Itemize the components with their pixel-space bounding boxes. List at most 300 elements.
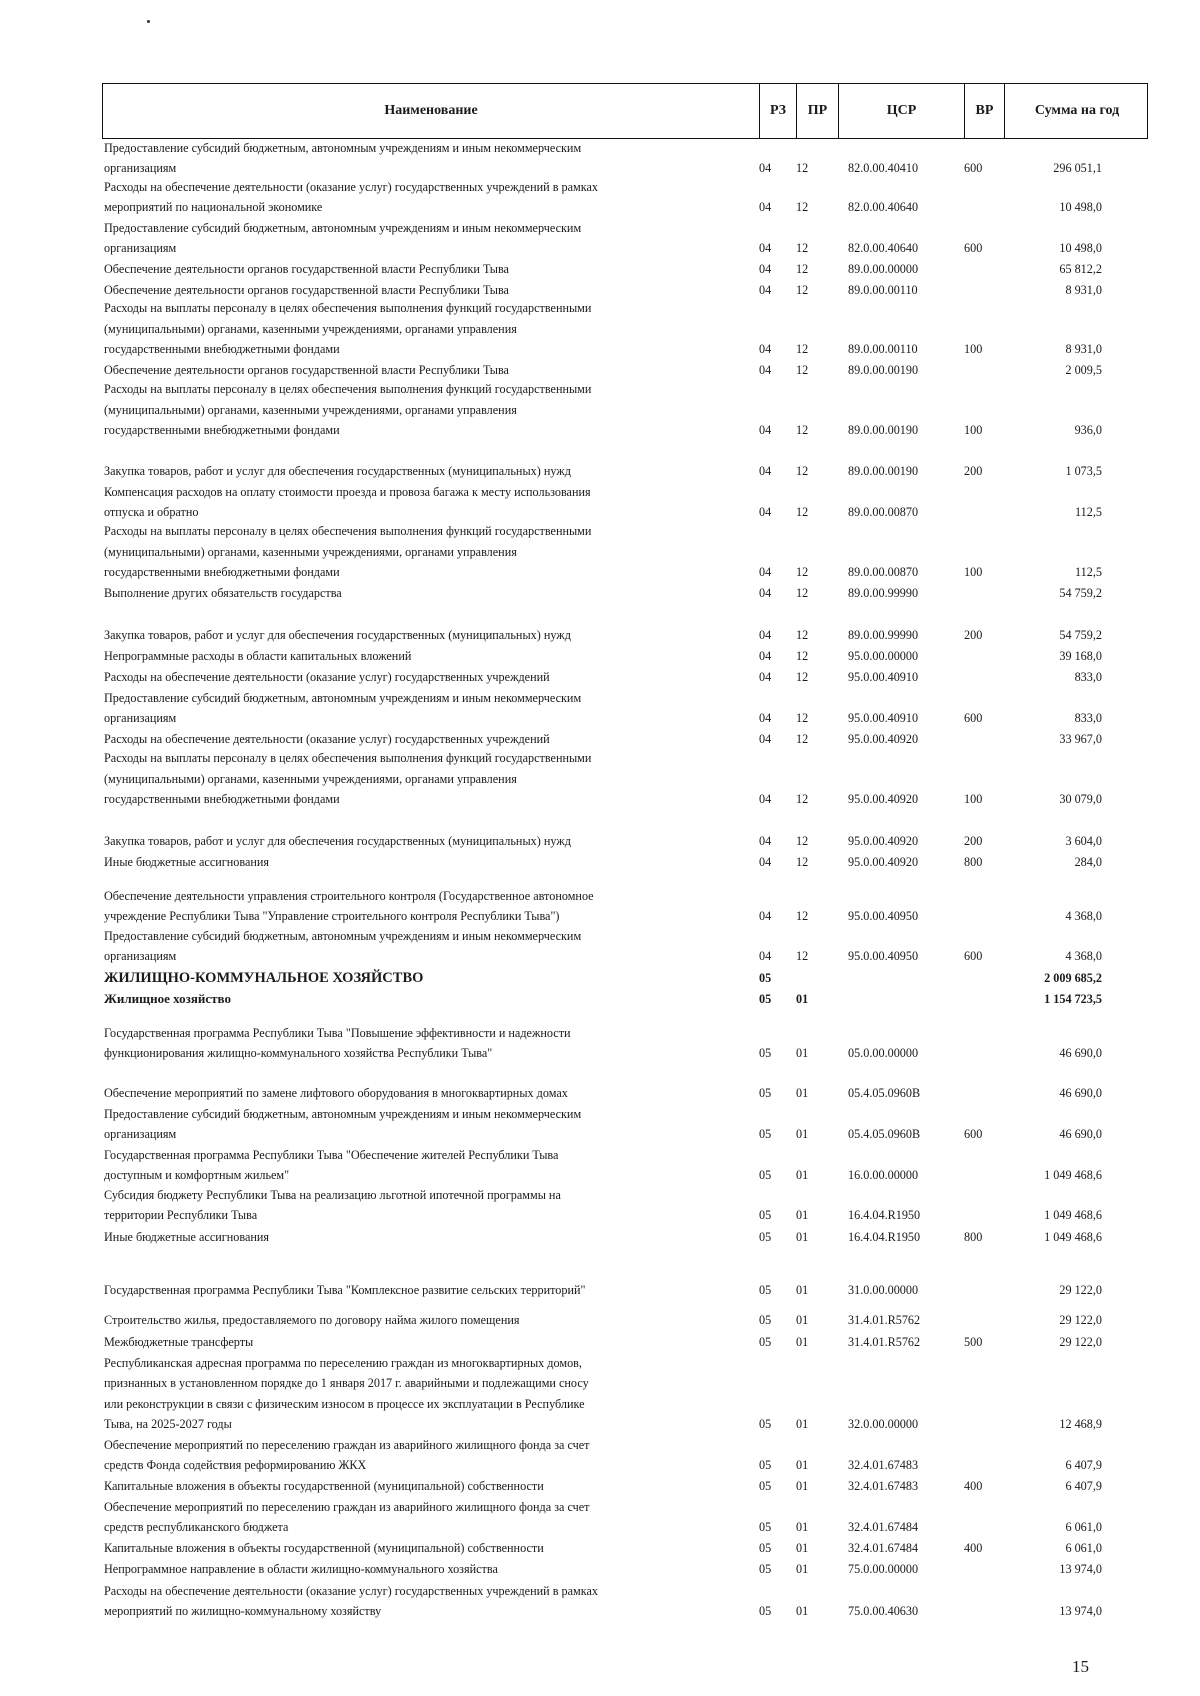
row-name <box>104 729 754 749</box>
row-rz: 04 <box>759 669 772 684</box>
row-name-line: мероприятий по жилищно-коммунальному хозяйству <box>104 1603 382 1618</box>
row-sum: 33 967,0 <box>1059 731 1102 746</box>
row-sum: 54 759,2 <box>1059 627 1102 642</box>
row-csr: 82.0.00.40640 <box>848 240 919 255</box>
row-csr: 05.0.00.00000 <box>848 1045 919 1060</box>
row-csr: 95.0.00.40920 <box>848 791 919 806</box>
row-name <box>104 989 754 1009</box>
row-rz: 04 <box>759 564 772 579</box>
table-row <box>0 360 1200 380</box>
row-rz: 04 <box>759 362 772 377</box>
row-sum: 46 690,0 <box>1059 1085 1102 1100</box>
row-pr: 01 <box>796 1540 809 1555</box>
row-sum: 1 049 468,6 <box>1044 1229 1102 1244</box>
row-sum: 12 468,9 <box>1059 1416 1102 1431</box>
row-rz: 04 <box>759 833 772 848</box>
row-rz: 05 <box>759 970 772 985</box>
row-sum: 54 759,2 <box>1059 585 1102 600</box>
row-name-line: Капитальные вложения в объекты государственной (муниципальной) собственности <box>104 1540 544 1555</box>
row-sum: 10 498,0 <box>1059 240 1102 255</box>
row-name-line: государственными внебюджетными фондами <box>104 341 340 356</box>
row-sum: 29 122,0 <box>1059 1334 1102 1349</box>
row-name-line: организациям <box>104 240 177 255</box>
row-rz: 05 <box>759 1229 772 1244</box>
row-name-line: Предоставление субсидий бюджетным, автономным учреждениям и иным некоммерческим <box>104 928 582 943</box>
row-vr: 600 <box>964 1126 983 1141</box>
table-row <box>0 646 1200 666</box>
row-rz: 04 <box>759 585 772 600</box>
row-csr: 95.0.00.40920 <box>848 854 919 869</box>
row-sum: 936,0 <box>1074 422 1102 437</box>
table-row <box>0 1083 1200 1103</box>
row-csr: 95.0.00.40920 <box>848 731 919 746</box>
row-rz: 04 <box>759 710 772 725</box>
row-name <box>104 138 754 178</box>
table-row <box>0 1145 1200 1185</box>
row-rz: 04 <box>759 261 772 276</box>
row-vr: 100 <box>964 341 983 356</box>
row-pr: 12 <box>796 948 809 963</box>
table-row <box>0 1559 1200 1579</box>
row-name-line: или реконструкции в связи с физическим износом в процессе их эксплуатации в Республике <box>104 1396 585 1411</box>
row-name-line: Межбюджетные трансферты <box>104 1334 254 1349</box>
row-pr: 12 <box>796 261 809 276</box>
row-sum: 3 604,0 <box>1065 833 1102 848</box>
row-name <box>104 583 754 603</box>
row-name-line: государственными внебюджетными фондами <box>104 791 340 806</box>
row-name-line: Расходы на обеспечение деятельности (оказание услуг) государственных учреждений <box>104 669 550 684</box>
table-row <box>0 749 1200 809</box>
row-rz: 04 <box>759 199 772 214</box>
row-pr: 12 <box>796 341 809 356</box>
row-pr: 01 <box>796 1561 809 1576</box>
row-csr: 32.4.01.67483 <box>848 1457 919 1472</box>
table-row <box>0 461 1200 481</box>
row-csr: 05.4.05.0960В <box>848 1126 921 1141</box>
row-name-line: отпуска и обратно <box>104 504 199 519</box>
row-rz: 05 <box>759 1282 772 1297</box>
row-name-line: Обеспечение деятельности органов государственной власти Республики Тыва <box>104 362 509 377</box>
row-name-line: доступным и комфортным жильем" <box>104 1167 290 1182</box>
row-name-line: Государственная программа Республики Тыва "Обеспечение жителей Республики Тыва <box>104 1147 559 1162</box>
table-row <box>0 968 1200 988</box>
row-name-line: Иные бюджетные ассигнования <box>104 854 270 869</box>
row-pr: 12 <box>796 504 809 519</box>
table-row <box>0 1104 1200 1144</box>
row-csr: 16.4.04.R1950 <box>848 1229 921 1244</box>
row-pr: 12 <box>796 648 809 663</box>
table-row <box>0 380 1200 440</box>
row-name-line: Расходы на выплаты персоналу в целях обеспечения выполнения функций государственными <box>104 751 592 766</box>
row-name-line: Иные бюджетные ассигнования <box>104 1229 270 1244</box>
table-row <box>0 177 1200 217</box>
row-name-line: Предоставление субсидий бюджетным, автономным учреждениям и иным некоммерческим <box>104 140 582 155</box>
row-csr: 32.4.01.67484 <box>848 1519 919 1534</box>
row-name <box>104 748 754 809</box>
row-csr: 32.4.01.67484 <box>848 1540 919 1555</box>
row-name-line: ЖИЛИЩНО-КОММУНАЛЬНОЕ ХОЗЯЙСТВО <box>104 969 424 986</box>
table-header <box>102 83 1148 139</box>
row-name-line: мероприятий по национальной экономике <box>104 199 323 214</box>
row-name-line: Закупка товаров, работ и услуг для обеспечения государственных (муниципальных) нужд <box>104 833 571 848</box>
scan-speck <box>147 20 150 23</box>
row-rz: 05 <box>759 1045 772 1060</box>
header-csr: ЦСР <box>838 84 964 138</box>
row-pr: 12 <box>796 833 809 848</box>
row-rz: 05 <box>759 1207 772 1222</box>
row-csr: 89.0.00.00190 <box>848 362 919 377</box>
row-name <box>104 280 754 300</box>
table-row <box>0 1310 1200 1330</box>
row-pr: 12 <box>796 362 809 377</box>
row-name <box>104 482 754 522</box>
row-name-line: организациям <box>104 1126 177 1141</box>
row-sum: 296 051,1 <box>1053 160 1102 175</box>
row-csr: 95.0.00.40920 <box>848 833 919 848</box>
row-pr: 01 <box>796 1045 809 1060</box>
row-rz: 04 <box>759 282 772 297</box>
row-name-line: Расходы на выплаты персоналу в целях обеспечения выполнения функций государственными <box>104 524 592 539</box>
row-name <box>104 1310 754 1330</box>
header-vr: ВР <box>964 84 1004 138</box>
table-row <box>0 1023 1200 1063</box>
row-rz: 05 <box>759 1540 772 1555</box>
row-pr: 12 <box>796 669 809 684</box>
row-pr: 01 <box>796 1478 809 1493</box>
row-name-line: Расходы на обеспечение деятельности (оказание услуг) государственных учреждений <box>104 731 550 746</box>
row-pr: 12 <box>796 564 809 579</box>
row-rz: 05 <box>759 1416 772 1431</box>
row-vr: 400 <box>964 1478 983 1493</box>
row-name <box>104 646 754 666</box>
row-vr: 100 <box>964 564 983 579</box>
row-csr: 31.4.01.R5762 <box>848 1312 921 1327</box>
row-vr: 800 <box>964 854 983 869</box>
row-name-line: средств Фонда содействия реформированию ЖКХ <box>104 1457 367 1472</box>
table-row <box>0 989 1200 1009</box>
row-name <box>104 968 754 988</box>
row-pr: 12 <box>796 731 809 746</box>
row-pr: 12 <box>796 282 809 297</box>
row-name <box>104 379 754 440</box>
row-name <box>104 1104 754 1144</box>
row-sum: 833,0 <box>1074 710 1102 725</box>
table-row <box>0 1497 1200 1537</box>
table-row <box>0 1185 1200 1225</box>
row-sum: 65 812,2 <box>1059 261 1102 276</box>
row-vr: 100 <box>964 422 983 437</box>
row-pr: 12 <box>796 422 809 437</box>
table-row <box>0 259 1200 279</box>
row-rz: 05 <box>759 1457 772 1472</box>
row-rz: 05 <box>759 1126 772 1141</box>
row-name <box>104 298 754 359</box>
row-csr: 89.0.00.00190 <box>848 422 919 437</box>
row-csr: 95.0.00.40910 <box>848 669 919 684</box>
row-pr: 01 <box>796 991 809 1006</box>
row-name-line: Республиканская адресная программа по переселению граждан из многоквартирных домов, <box>104 1356 582 1371</box>
row-csr: 95.0.00.40910 <box>848 710 919 725</box>
row-name-line: (муниципальными) органами, казенными учреждениями, органами управления <box>104 402 517 417</box>
row-vr: 600 <box>964 710 983 725</box>
row-name-line: организациям <box>104 948 177 963</box>
row-csr: 75.0.00.40630 <box>848 1603 919 1618</box>
row-name <box>104 625 754 645</box>
row-pr: 01 <box>796 1282 809 1297</box>
row-sum: 13 974,0 <box>1059 1603 1102 1618</box>
row-sum: 112,5 <box>1075 504 1102 519</box>
row-csr: 89.0.00.00110 <box>848 341 918 356</box>
row-pr: 12 <box>796 791 809 806</box>
row-name <box>104 1559 754 1579</box>
table-row <box>0 1227 1200 1247</box>
row-name-line: Непрограммные расходы в области капитальных вложений <box>104 648 412 663</box>
table-row <box>0 218 1200 258</box>
row-name-line: Обеспечение мероприятий по переселению граждан из аварийного жилищного фонда за счет <box>104 1499 590 1514</box>
row-sum: 46 690,0 <box>1059 1126 1102 1141</box>
row-name-line: Обеспечение деятельности управления строительного контроля (Государственное автономное <box>104 888 594 903</box>
row-sum: 1 073,5 <box>1065 463 1102 478</box>
row-vr: 600 <box>964 948 983 963</box>
row-name <box>104 1353 754 1434</box>
row-rz: 05 <box>759 1519 772 1534</box>
row-name-line: учреждение Республики Тыва "Управление строительного контроля Республики Тыва") <box>104 908 560 923</box>
row-sum: 8 931,0 <box>1065 341 1102 356</box>
row-name-line: Обеспечение мероприятий по переселению граждан из аварийного жилищного фонда за счет <box>104 1437 590 1452</box>
row-name-line: (муниципальными) органами, казенными учреждениями, органами управления <box>104 321 517 336</box>
row-csr: 75.0.00.00000 <box>848 1561 919 1576</box>
row-name-line: признанных в установленном порядке до 1 января 2017 г. аварийными и подлежащими сносу <box>104 1376 589 1391</box>
row-pr: 01 <box>796 1167 809 1182</box>
row-rz: 05 <box>759 1478 772 1493</box>
row-csr: 89.0.00.00190 <box>848 463 919 478</box>
row-rz: 05 <box>759 991 772 1006</box>
row-csr: 89.0.00.00000 <box>848 261 919 276</box>
row-rz: 04 <box>759 240 772 255</box>
row-sum: 39 168,0 <box>1059 648 1102 663</box>
row-rz: 05 <box>759 1561 772 1576</box>
row-name <box>104 926 754 966</box>
row-sum: 1 154 723,5 <box>1044 991 1102 1006</box>
row-rz: 04 <box>759 948 772 963</box>
row-name-line: Государственная программа Республики Тыва "Комплексное развитие сельских территорий" <box>104 1282 586 1297</box>
row-pr: 12 <box>796 199 809 214</box>
row-vr: 600 <box>964 240 983 255</box>
header-rz: РЗ <box>759 84 796 138</box>
row-name-line: Непрограммное направление в области жилищно-коммунального хозяйства <box>104 1561 498 1576</box>
row-name-line: средств республиканского бюджета <box>104 1519 289 1534</box>
row-name <box>104 1083 754 1103</box>
row-rz: 04 <box>759 463 772 478</box>
table-row <box>0 583 1200 603</box>
table-row <box>0 926 1200 966</box>
row-csr: 89.0.00.99990 <box>848 627 919 642</box>
table-row <box>0 482 1200 522</box>
row-sum: 4 368,0 <box>1065 948 1102 963</box>
row-sum: 29 122,0 <box>1059 1312 1102 1327</box>
row-rz: 04 <box>759 422 772 437</box>
row-rz: 05 <box>759 1085 772 1100</box>
row-sum: 1 049 468,6 <box>1044 1207 1102 1222</box>
row-pr: 12 <box>796 160 809 175</box>
table-row <box>0 831 1200 851</box>
table-row <box>0 729 1200 749</box>
row-name-line: Обеспечение деятельности органов государственной власти Республики Тыва <box>104 282 509 297</box>
row-pr: 01 <box>796 1519 809 1534</box>
row-rz: 04 <box>759 791 772 806</box>
row-rz: 05 <box>759 1167 772 1182</box>
row-name-line: организациям <box>104 710 177 725</box>
row-rz: 04 <box>759 854 772 869</box>
row-csr: 32.0.00.00000 <box>848 1416 919 1431</box>
table-row <box>0 522 1200 582</box>
row-vr: 400 <box>964 1540 983 1555</box>
row-sum: 8 931,0 <box>1065 282 1102 297</box>
row-csr: 89.0.00.00870 <box>848 564 919 579</box>
row-name <box>104 1023 754 1063</box>
table-row <box>0 667 1200 687</box>
row-name <box>104 1538 754 1558</box>
row-name-line: функционирования жилищно-коммунального хозяйства Республики Тыва" <box>104 1045 493 1060</box>
row-name <box>104 1435 754 1475</box>
page-number: 15 <box>1072 1657 1089 1676</box>
row-name-line: государственными внебюджетными фондами <box>104 564 340 579</box>
row-name <box>104 852 754 872</box>
row-name-line: Строительство жилья, предоставляемого по договору найма жилого помещения <box>104 1312 520 1327</box>
row-pr: 01 <box>796 1603 809 1618</box>
row-name <box>104 360 754 380</box>
row-name-line: Государственная программа Республики Тыва "Повышение эффективности и надежности <box>104 1025 571 1040</box>
table-row <box>0 688 1200 728</box>
table-row <box>0 280 1200 300</box>
row-csr: 32.4.01.67483 <box>848 1478 919 1493</box>
row-pr: 12 <box>796 585 809 600</box>
row-name-line: Выполнение других обязательств государства <box>104 585 342 600</box>
row-name <box>104 218 754 258</box>
row-name-line: Расходы на обеспечение деятельности (оказание услуг) государственных учреждений в рамках <box>104 1583 598 1598</box>
table-row <box>0 1435 1200 1475</box>
row-name <box>104 1227 754 1247</box>
row-sum: 4 368,0 <box>1065 908 1102 923</box>
row-name-line: организациям <box>104 160 177 175</box>
row-sum: 29 122,0 <box>1059 1282 1102 1297</box>
row-name-line: государственными внебюджетными фондами <box>104 422 340 437</box>
row-name <box>104 177 754 217</box>
row-name <box>104 1581 754 1621</box>
row-name <box>104 688 754 728</box>
table-row <box>0 886 1200 926</box>
row-rz: 04 <box>759 160 772 175</box>
row-rz: 05 <box>759 1312 772 1327</box>
row-csr: 05.4.05.0960В <box>848 1085 921 1100</box>
row-rz: 04 <box>759 341 772 356</box>
table-row <box>0 1280 1200 1300</box>
row-vr: 500 <box>964 1334 983 1349</box>
row-sum: 284,0 <box>1074 854 1102 869</box>
row-sum: 6 061,0 <box>1065 1519 1102 1534</box>
row-name-line: Предоставление субсидий бюджетным, автономным учреждениям и иным некоммерческим <box>104 690 582 705</box>
row-csr: 89.0.00.99990 <box>848 585 919 600</box>
table-row <box>0 138 1200 178</box>
row-name-line: Предоставление субсидий бюджетным, автономным учреждениям и иным некоммерческим <box>104 1106 582 1121</box>
row-csr: 31.4.01.R5762 <box>848 1334 921 1349</box>
row-name <box>104 259 754 279</box>
row-csr: 82.0.00.40410 <box>848 160 919 175</box>
row-name-line: (муниципальными) органами, казенными учреждениями, органами управления <box>104 771 517 786</box>
row-name-line: Капитальные вложения в объекты государственной (муниципальной) собственности <box>104 1478 544 1493</box>
table-row <box>0 1581 1200 1621</box>
row-sum: 30 079,0 <box>1059 791 1102 806</box>
row-sum: 10 498,0 <box>1059 199 1102 214</box>
row-csr: 95.0.00.00000 <box>848 648 919 663</box>
table-row <box>0 1332 1200 1352</box>
row-name <box>104 1332 754 1352</box>
row-vr: 200 <box>964 463 983 478</box>
row-csr: 82.0.00.40640 <box>848 199 919 214</box>
row-pr: 12 <box>796 710 809 725</box>
row-csr: 89.0.00.00870 <box>848 504 919 519</box>
row-sum: 13 974,0 <box>1059 1561 1102 1576</box>
row-pr: 01 <box>796 1312 809 1327</box>
row-vr: 600 <box>964 160 983 175</box>
row-csr: 31.0.00.00000 <box>848 1282 919 1297</box>
row-sum: 6 407,9 <box>1065 1478 1102 1493</box>
row-vr: 800 <box>964 1229 983 1244</box>
row-name-line: Компенсация расходов на оплату стоимости проезда и провоза багажа к месту использования <box>104 484 591 499</box>
row-pr: 01 <box>796 1334 809 1349</box>
row-name <box>104 1497 754 1537</box>
row-name-line: Обеспечение деятельности органов государственной власти Республики Тыва <box>104 261 509 276</box>
row-name-line: Субсидия бюджету Республики Тыва на реализацию льготной ипотечной программы на <box>104 1187 561 1202</box>
row-sum: 6 407,9 <box>1065 1457 1102 1472</box>
row-csr: 95.0.00.40950 <box>848 908 919 923</box>
row-name <box>104 886 754 926</box>
table-row <box>0 1476 1200 1496</box>
row-rz: 04 <box>759 908 772 923</box>
row-rz: 04 <box>759 731 772 746</box>
row-sum: 1 049 468,6 <box>1044 1167 1102 1182</box>
row-pr: 12 <box>796 854 809 869</box>
row-sum: 2 009 685,2 <box>1044 970 1102 985</box>
row-sum: 6 061,0 <box>1065 1540 1102 1555</box>
row-name-line: Жилищное хозяйство <box>104 990 231 1006</box>
row-pr: 12 <box>796 908 809 923</box>
header-name: Наименование <box>384 103 478 118</box>
table-row <box>0 625 1200 645</box>
row-vr: 200 <box>964 833 983 848</box>
row-name-line: территории Республики Тыва <box>104 1207 258 1222</box>
row-name <box>104 521 754 582</box>
row-pr: 01 <box>796 1085 809 1100</box>
row-rz: 05 <box>759 1334 772 1349</box>
row-name <box>104 1280 754 1300</box>
row-csr: 95.0.00.40950 <box>848 948 919 963</box>
row-csr: 16.4.04.R1950 <box>848 1207 921 1222</box>
table-row <box>0 1538 1200 1558</box>
row-csr: 89.0.00.00110 <box>848 282 918 297</box>
row-pr: 12 <box>796 240 809 255</box>
row-vr: 100 <box>964 791 983 806</box>
row-name <box>104 831 754 851</box>
row-name-line: Расходы на обеспечение деятельности (оказание услуг) государственных учреждений в рамках <box>104 179 598 194</box>
row-pr: 12 <box>796 463 809 478</box>
row-name-line: Закупка товаров, работ и услуг для обеспечения государственных (муниципальных) нужд <box>104 627 571 642</box>
row-name-line: Обеспечение мероприятий по замене лифтового оборудования в многоквартирных домах <box>104 1085 568 1100</box>
row-vr: 200 <box>964 627 983 642</box>
row-sum: 833,0 <box>1074 669 1102 684</box>
row-sum: 112,5 <box>1075 564 1102 579</box>
row-pr: 01 <box>796 1126 809 1141</box>
